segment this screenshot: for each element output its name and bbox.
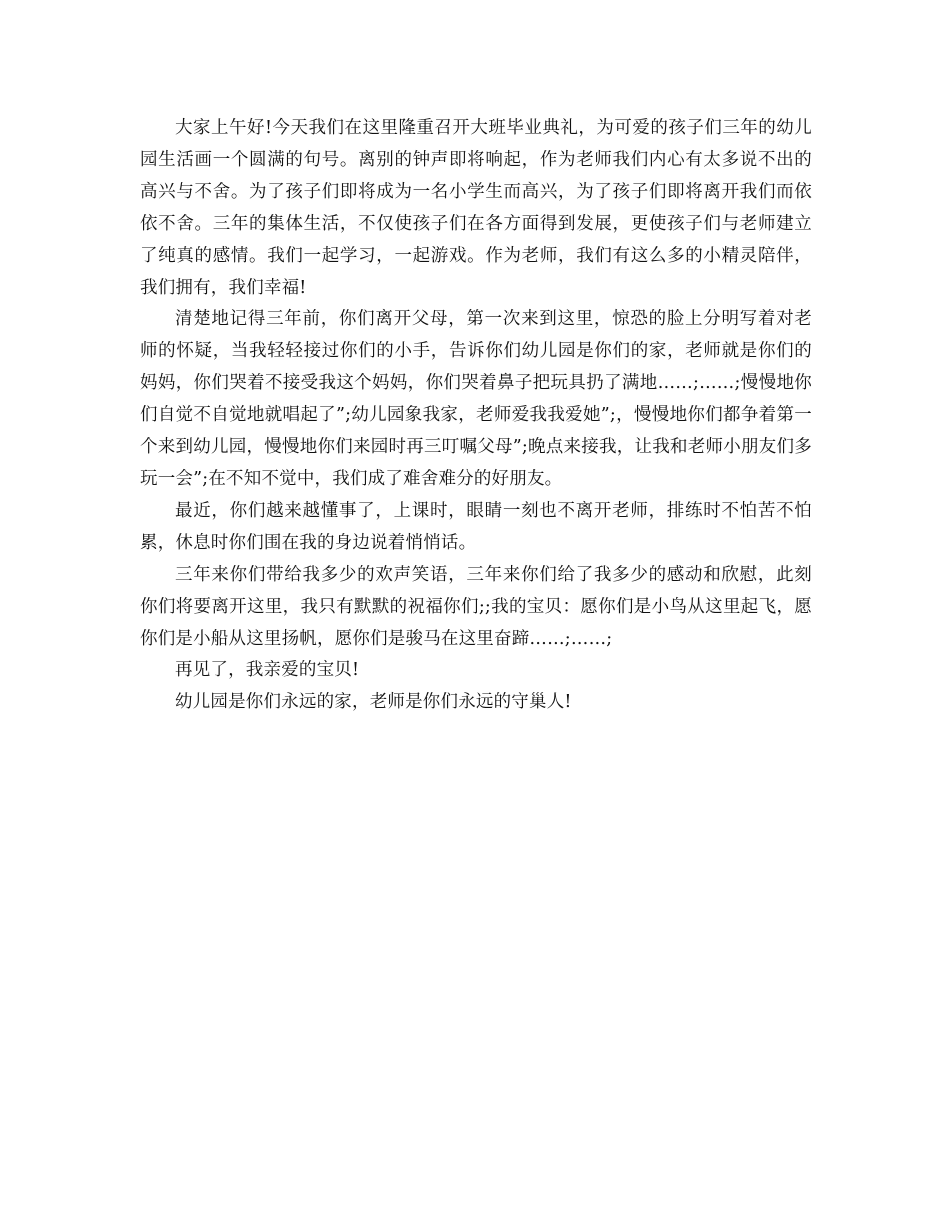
paragraph-4: 三年来你们带给我多少的欢声笑语，三年来你们给了我多少的感动和欣慰，此刻你们将要离开这里，我只有默默的祝福你们;;我的宝贝：愿你们是小鸟从这里起飞，愿你们是小船从这里扬帆，愿你们是骏马在这里奋蹄……;……; <box>140 564 812 649</box>
document-body <box>140 113 812 719</box>
paragraph-6: 幼儿园是你们永远的家，老师是你们永远的守巢人! <box>175 692 572 713</box>
paragraph-2: 清楚地记得三年前，你们离开父母，第一次来到这里，惊恐的脸上分明写着对老师的怀疑，当我轻轻接过你们的小手，告诉你们幼儿园是你们的家，老师就是你们的妈妈，你们哭着不接受我这个妈妈，你们哭着鼻子把玩具扔了满地……;……;慢慢地你们自觉不自觉地就唱起了”;幼儿园象我家，老师爱我我爱她”;，慢慢地你们都争着第一个来到幼儿园，慢慢地你们来园时再三叮嘱父母”;晚点来接我，让我和老师小朋友们多玩一会”;在不知不觉中，我们成了难舍难分的好朋友。 <box>140 309 812 489</box>
paragraph-1: 大家上午好!今天我们在这里隆重召开大班毕业典礼，为可爱的孩子们三年的幼儿园生活画一个圆满的句号。离别的钟声即将响起，作为老师我们内心有太多说不出的高兴与不舍。为了孩子们即将成为一名小学生而高兴，为了孩子们即将离开我们而依依不舍。三年的集体生活，不仅使孩子们在各方面得到发展，更使孩子们与老师建立了纯真的感情。我们一起学习，一起游戏。作为老师，我们有这么多的小精灵陪伴，我们拥有，我们幸福! <box>140 118 812 298</box>
paragraph-5: 再见了，我亲爱的宝贝! <box>175 660 360 681</box>
paragraph-3: 最近，你们越来越懂事了，上课时，眼睛一刻也不离开老师，排练时不怕苦不怕累，休息时你们围在我的身边说着悄悄话。 <box>140 500 812 553</box>
